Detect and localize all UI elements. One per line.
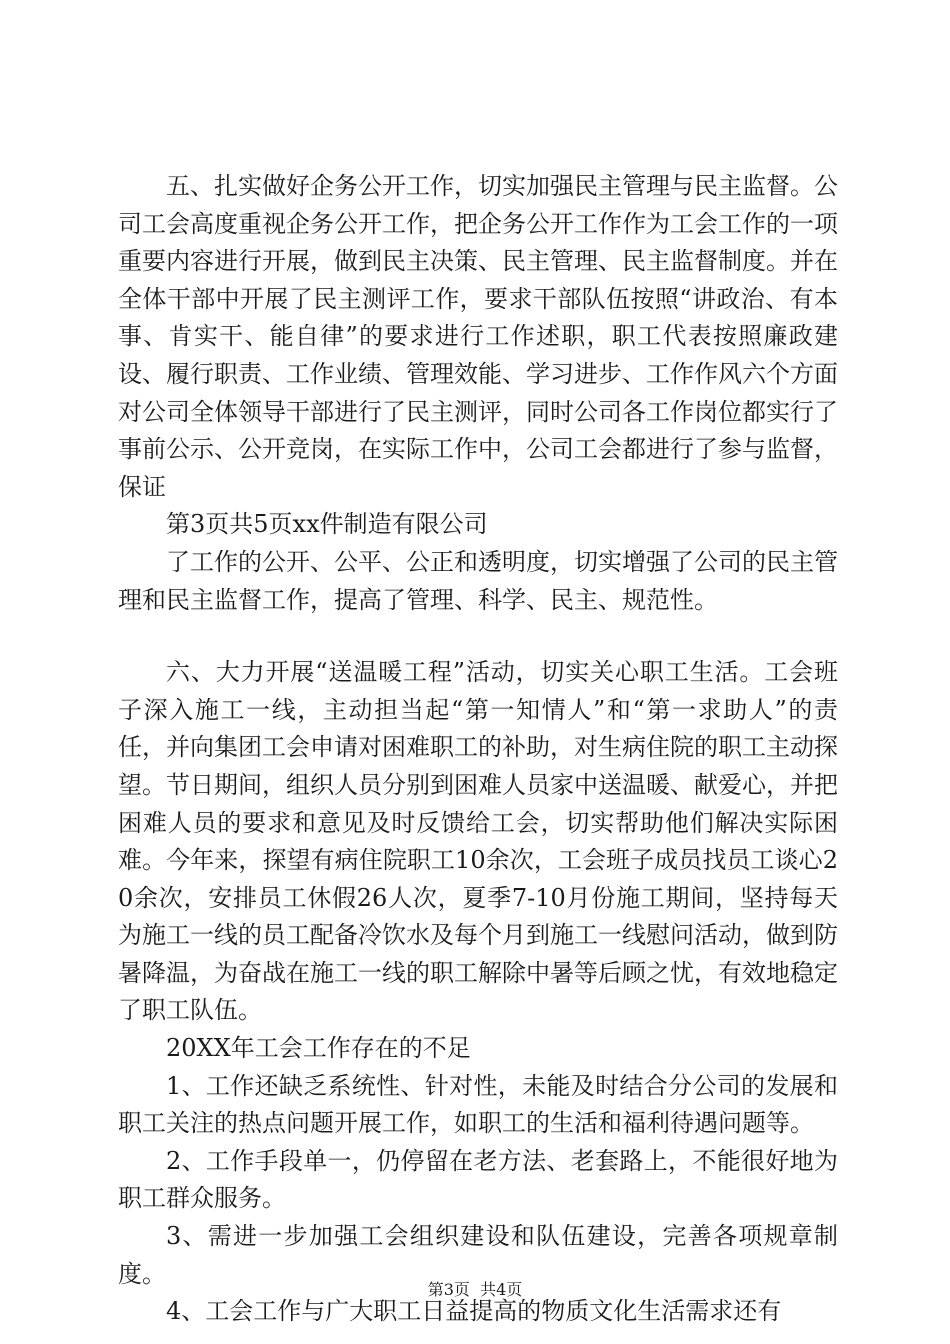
paragraph-gap (118, 619, 838, 654)
paragraph-section-five-continued: 了工作的公开、公平、公正和透明度，切实增强了公司的民主管理和民主监督工作，提高了管理、科学、民主、规范性。 (118, 547, 838, 614)
paragraph-section-six: 六、大力开展“送温暖工程”活动，切实关心职工生活。工会班子深入施工一线，主动担当起“第一知情人”和“第一求助人”的责任，并向集团工会申请对困难职工的补助，对生病住院的职工主动探望。节日期间，组织人员分别到困难人员家中送温暖、献爱心，并把困难人员的要求和意见及时反馈给工会，切实帮助他们解决实际困难。今年来，探望有病住院职工10余次，工会班子成员找员工谈心20余次，安排员工休假26人次，夏季7-10月份施工期间，坚持每天为施工一线的员工配备冷饮水及每个月到施工一线慰问活动，做到防暑降温，为奋战在施工一线的职工解除中暑等后顾之忧，有效地稳定了职工队伍。 (118, 658, 838, 1025)
paragraph-page-marker: 第3页共5页xx件制造有限公司 (166, 510, 488, 539)
footer-page-number: 第3页 (427, 1280, 470, 1299)
page-footer (0, 1280, 950, 1300)
paragraph-shortcoming-4: 4、工会工作与广大职工日益提高的物质文化生活需求还有 (166, 1297, 782, 1326)
paragraph-shortcomings-heading: 20XX年工会工作存在的不足 (166, 1034, 471, 1063)
document-body (118, 168, 838, 1331)
paragraph-section-five: 五、扎实做好企务公开工作，切实加强民主管理与民主监督。公司工会高度重视企务公开工作，把企务公开工作作为工会工作的一项重要内容进行开展，做到民主决策、民主管理、民主监督制度。并在全体干部中开展了民主测评工作，要求干部队伍按照“讲政治、有本事、肯实干、能自律”的要求进行工作述职，职工代表按照廉政建设、履行职责、工作业绩、管理效能、学习进步、工作作风六个方面对公司全体领导干部进行了民主测评，同时公司各工作岗位都实行了事前公示、公开竞岗，在实际工作中，公司工会都进行了参与监督，保证 (118, 172, 838, 501)
paragraph-shortcoming-3: 3、需进一步加强工会组织建设和队伍建设，完善各项规章制度。 (118, 1222, 838, 1288)
paragraph-shortcoming-2: 2、工作手段单一，仍停留在老方法、老套路上，不能很好地为职工群众服务。 (118, 1146, 838, 1213)
footer-page-total: 共4页 (480, 1280, 523, 1299)
footer-spacer (470, 1280, 480, 1299)
paragraph-shortcoming-1: 1、工作还缺乏系统性、针对性，未能及时结合分公司的发展和职工关注的热点问题开展工作，如职工的生活和福利待遇问题等。 (118, 1071, 838, 1138)
